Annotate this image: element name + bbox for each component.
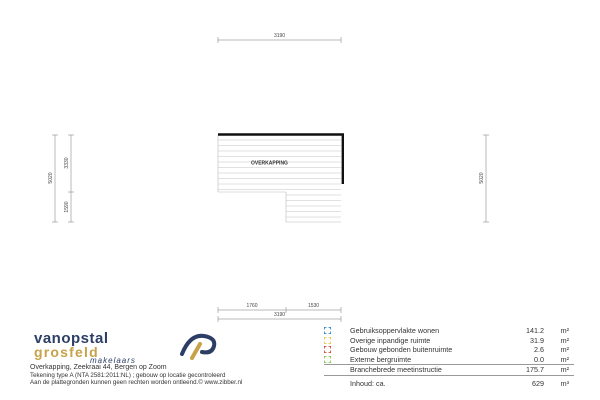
legend-row-bergruimte	[324, 355, 574, 365]
left-total-dimension-label: 5020	[48, 172, 54, 184]
legend-row-inhoud	[324, 379, 574, 389]
key-logo-icon	[178, 332, 220, 362]
legend-unit: m²	[560, 326, 569, 335]
legend-label: Gebouw gebonden buitenruimte	[350, 345, 453, 354]
left-upper-dimension-label: 3330	[64, 157, 70, 169]
company-logo	[30, 330, 220, 364]
legend-label: Externe bergruimte	[350, 354, 412, 364]
legend-row-overige	[324, 336, 574, 346]
legend-row-buitenruimte	[324, 345, 574, 355]
bottom-left-dimension-label: 1760	[246, 303, 258, 309]
legend-unit: m²	[560, 354, 569, 364]
legend-unit: m²	[560, 365, 569, 374]
legend-value: 2.6	[534, 345, 544, 354]
legend-value: 175.7	[526, 365, 544, 374]
legend-value: 31.9	[530, 335, 544, 345]
address-line: Overkapping, Zeekraai 44, Bergen op Zoom	[30, 364, 167, 371]
legend-label: Branchebrede meetinstructie	[350, 365, 442, 374]
area-legend	[324, 326, 574, 388]
legend-value: 0.0	[534, 354, 544, 364]
legend-row-wonen	[324, 326, 574, 336]
right-dimension-label: 5020	[479, 172, 485, 184]
disclaimer-line: Aan de plattegronden kunnen geen rechten worden ontleend.© www.zibber.nl	[30, 379, 243, 386]
legend-unit: m²	[560, 345, 569, 354]
room-label: OVERKAPPING	[251, 160, 288, 167]
top-dimension	[218, 33, 341, 43]
legend-bracket-icon-blue	[324, 327, 331, 334]
roof-slats	[218, 140, 341, 217]
logo-text-grosfeld: grosfeld	[34, 344, 99, 360]
legend-label: Overige inpandige ruimte	[350, 335, 431, 345]
bottom-dimension	[218, 303, 341, 322]
left-dimension	[48, 135, 74, 222]
bottom-right-dimension-label: 1530	[307, 303, 320, 309]
bottom-total-dimension-label: 3190	[273, 312, 286, 318]
legend-bracket-icon-yellow	[324, 337, 331, 344]
legend-unit: m²	[560, 335, 569, 345]
logo-text-makelaars: makelaars	[90, 356, 136, 365]
overkapping-area	[218, 134, 344, 222]
legend-label: Gebruiksoppervlakte wonen	[350, 326, 440, 335]
volume-label: Inhoud: ca.	[350, 378, 386, 388]
volume-unit: m³	[560, 378, 569, 388]
legend-bracket-icon-green	[324, 356, 331, 363]
legend-value: 141.2	[526, 326, 544, 335]
legend-bracket-icon-red	[324, 346, 331, 353]
legend-row-meetinstructie	[324, 364, 574, 376]
left-lower-dimension-label: 1590	[64, 201, 70, 213]
volume-value: 629	[532, 378, 544, 388]
logo-text-vanopstal: vanopstal	[34, 330, 109, 347]
drawing-type-line: Tekening type A (NTA 2581:2011:NL) ; gebouw op locatie gecontroleerd	[30, 372, 226, 379]
right-dimension	[479, 135, 489, 222]
top-dimension-label: 3190	[273, 33, 286, 39]
